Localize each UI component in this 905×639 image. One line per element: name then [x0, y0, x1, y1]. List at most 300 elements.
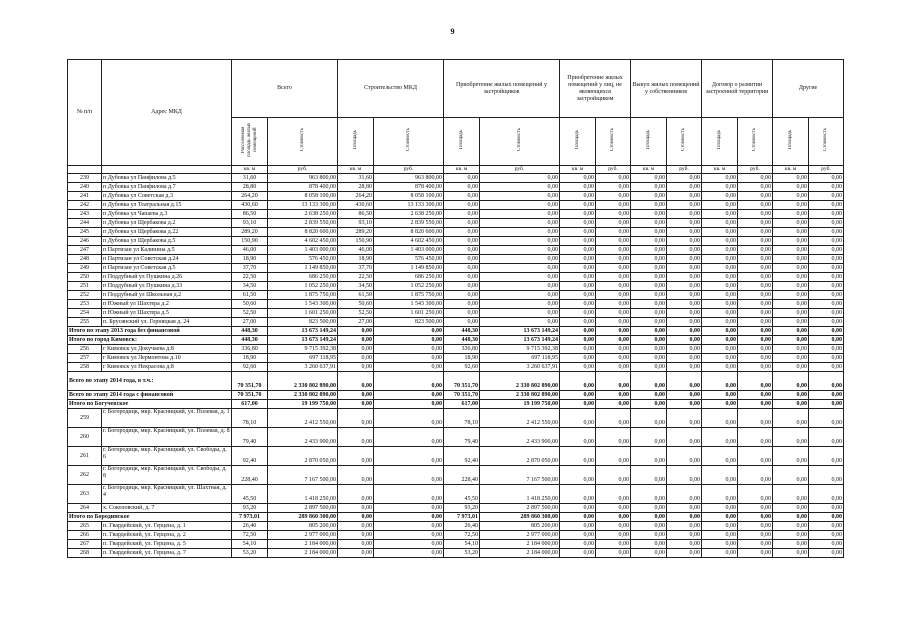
cell-value: 0,00 — [809, 246, 844, 255]
row-number: 262 — [68, 466, 102, 485]
cell-value: 0,00 — [560, 372, 596, 391]
cell-value: 2 184 000,00 — [268, 540, 338, 549]
cell-value: 37,70 — [232, 264, 268, 273]
cell-value: 823 500,00 — [268, 318, 338, 327]
table-row — [68, 345, 844, 354]
cell-value: 0,00 — [809, 192, 844, 201]
subheader-area: Площадь — [338, 118, 374, 166]
cell-value: 0,00 — [667, 504, 702, 513]
cell-value: 2 184 000,00 — [480, 549, 560, 558]
cell-value: 50,60 — [232, 300, 268, 309]
row-number: 261 — [68, 447, 102, 466]
cell-value: 0,00 — [738, 531, 773, 540]
cell-value: 1 875 750,00 — [374, 291, 444, 300]
cell-value: 0,00 — [596, 201, 631, 210]
total-label: Итого по город Кимовск: — [68, 336, 232, 345]
row-address: п Дубовка ул Панфилова д.7 — [102, 183, 232, 192]
cell-value: 0,00 — [374, 409, 444, 428]
cell-value: 1 601 250,00 — [374, 309, 444, 318]
cell-value: 0,00 — [773, 372, 809, 391]
cell-value: 0,00 — [596, 327, 631, 336]
cell-value: 22,50 — [232, 273, 268, 282]
cell-value: 0,00 — [631, 327, 667, 336]
table-row — [68, 409, 844, 428]
cell-value: 0,00 — [702, 354, 738, 363]
cell-value: 0,00 — [667, 336, 702, 345]
cell-value: 0,00 — [773, 183, 809, 192]
cell-value: 0,00 — [338, 327, 374, 336]
table-row — [68, 282, 844, 291]
cell-value: 54,10 — [444, 540, 480, 549]
subheader-resettled-area: Расселяемая площадь жилых помещений — [232, 118, 268, 166]
cell-value: 92,60 — [232, 363, 268, 372]
cell-value: 0,00 — [374, 400, 444, 409]
cell-value: 0,00 — [702, 300, 738, 309]
cell-value: 0,00 — [667, 228, 702, 237]
table-header — [68, 60, 844, 174]
cell-value: 0,00 — [738, 255, 773, 264]
cell-value: 7 973,01 — [444, 513, 480, 522]
cell-value: 37,70 — [338, 264, 374, 273]
cell-value: 0,00 — [560, 428, 596, 447]
cell-value: 0,00 — [560, 513, 596, 522]
cell-value: 0,00 — [374, 428, 444, 447]
cell-value: 0,00 — [702, 336, 738, 345]
cell-value: 228,40 — [444, 466, 480, 485]
cell-value: 0,00 — [809, 201, 844, 210]
cell-value: 2 870 050,00 — [268, 447, 338, 466]
cell-value: 13 673 149,24 — [480, 327, 560, 336]
subheader-area: Площадь — [702, 118, 738, 166]
unit-label: руб. — [268, 166, 338, 174]
cell-value: 0,00 — [667, 409, 702, 428]
subheader-area: Площадь — [444, 118, 480, 166]
cell-value: 46,00 — [232, 246, 268, 255]
cell-value: 448,30 — [232, 336, 268, 345]
row-address: п Дубовка ул Щербакова д.2 — [102, 219, 232, 228]
cell-value: 0,00 — [738, 354, 773, 363]
table-row — [68, 309, 844, 318]
cell-value: 0,00 — [338, 485, 374, 504]
total-row — [68, 400, 844, 409]
cell-value: 0,00 — [596, 255, 631, 264]
row-address: г. Богородицк, мкр. Красницкий, ул. Полевая, д. 8 — [102, 428, 232, 447]
cell-value: 0,00 — [374, 504, 444, 513]
cell-value: 0,00 — [702, 309, 738, 318]
cell-value: 86,50 — [232, 210, 268, 219]
header-group: Всего — [232, 60, 338, 118]
cell-value: 0,00 — [809, 282, 844, 291]
cell-value: 805 200,00 — [480, 522, 560, 531]
cell-value: 0,00 — [809, 540, 844, 549]
cell-value: 3 260 637,91 — [480, 363, 560, 372]
cell-value: 1 149 850,00 — [374, 264, 444, 273]
cell-value: 0,00 — [338, 354, 374, 363]
cell-value: 0,00 — [444, 228, 480, 237]
cell-value: 0,00 — [773, 400, 809, 409]
cell-value: 1 601 250,00 — [268, 309, 338, 318]
cell-value: 0,00 — [809, 391, 844, 400]
cell-value: 0,00 — [809, 228, 844, 237]
cell-value: 72,50 — [444, 531, 480, 540]
cell-value: 0,00 — [374, 549, 444, 558]
cell-value: 0,00 — [596, 228, 631, 237]
table-row — [68, 192, 844, 201]
cell-value: 78,10 — [232, 409, 268, 428]
cell-value: 0,00 — [702, 237, 738, 246]
cell-value: 4 602 450,00 — [268, 237, 338, 246]
cell-value: 1 403 000,00 — [268, 246, 338, 255]
cell-value: 0,00 — [596, 264, 631, 273]
cell-value: 0,00 — [631, 201, 667, 210]
unit-label: руб. — [480, 166, 560, 174]
cell-value: 0,00 — [702, 264, 738, 273]
cell-value: 0,00 — [596, 300, 631, 309]
total-label: Итого по этапу 2013 года без финансовой — [68, 327, 232, 336]
cell-value: 0,00 — [773, 246, 809, 255]
cell-value: 0,00 — [631, 531, 667, 540]
total-row — [68, 513, 844, 522]
cell-value: 0,00 — [667, 255, 702, 264]
row-address: п Дубовка ул Панфилова д.5 — [102, 174, 232, 183]
cell-value: 0,00 — [631, 400, 667, 409]
cell-value: 0,00 — [738, 466, 773, 485]
header-group: Приобретение жилых помещений у лиц, не являющихся застройщиком — [560, 60, 631, 118]
cell-value: 0,00 — [631, 210, 667, 219]
cell-value: 0,00 — [480, 318, 560, 327]
cell-value: 0,00 — [596, 466, 631, 485]
cell-value: 0,00 — [809, 409, 844, 428]
table-row — [68, 540, 844, 549]
cell-value: 0,00 — [338, 522, 374, 531]
table-row — [68, 300, 844, 309]
cell-value: 0,00 — [560, 531, 596, 540]
cell-value: 617,00 — [232, 400, 268, 409]
cell-value: 79,40 — [232, 428, 268, 447]
cell-value: 45,50 — [232, 485, 268, 504]
table-row — [68, 363, 844, 372]
cell-value: 0,00 — [444, 255, 480, 264]
row-address: п Дубовка ул Чапаева д.3 — [102, 210, 232, 219]
cell-value: 686 250,00 — [374, 273, 444, 282]
table-row — [68, 237, 844, 246]
cell-value: 0,00 — [631, 540, 667, 549]
cell-value: 3 260 637,91 — [268, 363, 338, 372]
cell-value: 1 543 300,00 — [374, 300, 444, 309]
row-number: 267 — [68, 540, 102, 549]
cell-value: 0,00 — [560, 336, 596, 345]
cell-value: 0,00 — [480, 228, 560, 237]
cell-value: 0,00 — [738, 174, 773, 183]
cell-value: 7 973,01 — [232, 513, 268, 522]
cell-value: 0,00 — [702, 466, 738, 485]
cell-value: 0,00 — [809, 522, 844, 531]
cell-value: 150,90 — [232, 237, 268, 246]
cell-value: 0,00 — [773, 447, 809, 466]
cell-value: 0,00 — [596, 540, 631, 549]
cell-value: 0,00 — [738, 428, 773, 447]
cell-value: 0,00 — [444, 246, 480, 255]
cell-value: 0,00 — [444, 264, 480, 273]
cell-value: 0,00 — [809, 504, 844, 513]
cell-value: 0,00 — [596, 183, 631, 192]
cell-value: 9 715 392,38 — [480, 345, 560, 354]
cell-value: 1 403 000,00 — [374, 246, 444, 255]
table-row — [68, 504, 844, 513]
cell-value: 0,00 — [667, 210, 702, 219]
cell-value: 0,00 — [738, 363, 773, 372]
cell-value: 697 118,95 — [268, 354, 338, 363]
header-address: Адрес МКД — [102, 60, 232, 166]
cell-value: 0,00 — [773, 466, 809, 485]
cell-value: 0,00 — [631, 504, 667, 513]
cell-value: 0,00 — [702, 327, 738, 336]
cell-value: 878 400,00 — [268, 183, 338, 192]
row-number: 259 — [68, 409, 102, 428]
row-address: п Южный ул Шахтера д.2 — [102, 300, 232, 309]
cell-value: 0,00 — [338, 409, 374, 428]
row-address: г Кимовск ул Некрасова д.8 — [102, 363, 232, 372]
row-address: п Поддубный ул Пушкина д.33 — [102, 282, 232, 291]
row-number: 239 — [68, 174, 102, 183]
cell-value: 18,90 — [444, 354, 480, 363]
table-row — [68, 183, 844, 192]
row-number: 246 — [68, 237, 102, 246]
cell-value: 0,00 — [667, 531, 702, 540]
cell-value: 576 450,00 — [374, 255, 444, 264]
cell-value: 1 418 250,00 — [480, 485, 560, 504]
cell-value: 0,00 — [773, 309, 809, 318]
cell-value: 0,00 — [338, 540, 374, 549]
subheader-area: Площадь — [560, 118, 596, 166]
cell-value: 0,00 — [809, 237, 844, 246]
cell-value: 26,40 — [232, 522, 268, 531]
cell-value: 0,00 — [560, 237, 596, 246]
table-row — [68, 210, 844, 219]
cell-value: 0,00 — [560, 291, 596, 300]
cell-value: 0,00 — [773, 428, 809, 447]
cell-value: 0,00 — [596, 409, 631, 428]
cell-value: 0,00 — [809, 210, 844, 219]
table-row — [68, 318, 844, 327]
cell-value: 0,00 — [773, 282, 809, 291]
cell-value: 0,00 — [374, 466, 444, 485]
cell-value: 54,10 — [232, 540, 268, 549]
row-number: 240 — [68, 183, 102, 192]
cell-value: 0,00 — [444, 300, 480, 309]
cell-value: 0,00 — [738, 219, 773, 228]
cell-value: 79,40 — [444, 428, 480, 447]
cell-value: 0,00 — [374, 391, 444, 400]
row-number: 241 — [68, 192, 102, 201]
cell-value: 1 149 850,00 — [268, 264, 338, 273]
subheader-area: Площадь — [773, 118, 809, 166]
cell-value: 0,00 — [702, 183, 738, 192]
cell-value: 0,00 — [631, 309, 667, 318]
cell-value: 1 875 750,00 — [268, 291, 338, 300]
cell-value: 0,00 — [480, 219, 560, 228]
cell-value: 13 133 300,00 — [374, 201, 444, 210]
table-row — [68, 428, 844, 447]
cell-value: 0,00 — [809, 318, 844, 327]
row-address: г Кимовск ул Докучаева д.8 — [102, 345, 232, 354]
table-row — [68, 264, 844, 273]
total-row — [68, 336, 844, 345]
cell-value: 0,00 — [773, 228, 809, 237]
cell-value: 0,00 — [631, 513, 667, 522]
cell-value: 0,00 — [444, 291, 480, 300]
cell-value: 0,00 — [596, 345, 631, 354]
row-number: 245 — [68, 228, 102, 237]
cell-value: 0,00 — [809, 255, 844, 264]
cell-value: 2 638 250,00 — [268, 210, 338, 219]
cell-value: 2 330 802 890,00 — [480, 372, 560, 391]
cell-value: 26,40 — [444, 522, 480, 531]
cell-value: 0,00 — [560, 354, 596, 363]
cell-value: 28,80 — [232, 183, 268, 192]
cell-value: 0,00 — [738, 300, 773, 309]
cell-value: 0,00 — [773, 531, 809, 540]
cell-value: 34,50 — [232, 282, 268, 291]
cell-value: 0,00 — [596, 174, 631, 183]
row-number: 263 — [68, 485, 102, 504]
cell-value: 0,00 — [631, 192, 667, 201]
cell-value: 0,00 — [667, 201, 702, 210]
cell-value: 13 673 149,24 — [268, 327, 338, 336]
total-label: Итого по Бородинское — [68, 513, 232, 522]
cell-value: 46,00 — [338, 246, 374, 255]
cell-value: 0,00 — [773, 504, 809, 513]
cell-value: 27,00 — [232, 318, 268, 327]
table-row — [68, 228, 844, 237]
cell-value: 0,00 — [809, 264, 844, 273]
header-num: № п/п — [68, 60, 102, 166]
cell-value: 0,00 — [667, 372, 702, 391]
row-address: п Поддубный ул Пушкина д.26 — [102, 273, 232, 282]
cell-value: 0,00 — [702, 318, 738, 327]
cell-value: 0,00 — [374, 363, 444, 372]
subheader-cost: Стоимость — [738, 118, 773, 166]
cell-value: 7 167 500,00 — [480, 466, 560, 485]
cell-value: 0,00 — [667, 345, 702, 354]
row-number: 247 — [68, 246, 102, 255]
cell-value: 0,00 — [809, 273, 844, 282]
cell-value: 0,00 — [596, 428, 631, 447]
cell-value: 0,00 — [738, 485, 773, 504]
cell-value: 0,00 — [809, 549, 844, 558]
cell-value: 0,00 — [338, 504, 374, 513]
subheader-cost: Стоимость — [596, 118, 631, 166]
table-row — [68, 549, 844, 558]
cell-value: 0,00 — [560, 540, 596, 549]
cell-value: 0,00 — [560, 264, 596, 273]
cell-value: 0,00 — [374, 345, 444, 354]
cell-value: 0,00 — [631, 219, 667, 228]
row-address: х. Соколовский, д. 7 — [102, 504, 232, 513]
row-address: п Партизан ул Калинина д.5 — [102, 246, 232, 255]
cell-value: 0,00 — [631, 354, 667, 363]
cell-value: 0,00 — [444, 237, 480, 246]
cell-value: 0,00 — [738, 391, 773, 400]
cell-value: 0,00 — [480, 237, 560, 246]
cell-value: 0,00 — [444, 219, 480, 228]
cell-value: 0,00 — [480, 309, 560, 318]
cell-value: 8 058 100,00 — [374, 192, 444, 201]
cell-value: 0,00 — [596, 246, 631, 255]
cell-value: 0,00 — [596, 336, 631, 345]
cell-value: 0,00 — [773, 264, 809, 273]
cell-value: 0,00 — [560, 255, 596, 264]
cell-value: 0,00 — [809, 291, 844, 300]
cell-value: 0,00 — [667, 549, 702, 558]
row-number: 244 — [68, 219, 102, 228]
cell-value: 0,00 — [667, 400, 702, 409]
cell-value: 0,00 — [738, 192, 773, 201]
total-row — [68, 327, 844, 336]
table-row — [68, 291, 844, 300]
cell-value: 0,00 — [560, 174, 596, 183]
table-row — [68, 201, 844, 210]
cell-value: 28,80 — [338, 183, 374, 192]
cell-value: 0,00 — [809, 309, 844, 318]
cell-value: 0,00 — [596, 210, 631, 219]
row-address: п Поддубный ул Школьная д.2 — [102, 291, 232, 300]
row-number: 266 — [68, 531, 102, 540]
row-number: 268 — [68, 549, 102, 558]
cell-value: 70 351,70 — [232, 391, 268, 400]
units-empty — [102, 166, 232, 174]
row-address: п. Гвардейский, ул. Герцена, д. 7 — [102, 549, 232, 558]
cell-value: 70 351,70 — [444, 372, 480, 391]
cell-value: 0,00 — [338, 466, 374, 485]
cell-value: 0,00 — [702, 428, 738, 447]
cell-value: 0,00 — [480, 183, 560, 192]
row-address: п Дубовка ул Щербакова д.22 — [102, 228, 232, 237]
cell-value: 0,00 — [338, 428, 374, 447]
cell-value: 0,00 — [809, 300, 844, 309]
cell-value: 0,00 — [773, 273, 809, 282]
cell-value: 53,20 — [444, 549, 480, 558]
cell-value: 0,00 — [444, 282, 480, 291]
cell-value: 0,00 — [773, 391, 809, 400]
table-row — [68, 485, 844, 504]
subheader-cost: Стоимость — [809, 118, 844, 166]
cell-value: 0,00 — [374, 372, 444, 391]
cell-value: 0,00 — [667, 291, 702, 300]
cell-value: 0,00 — [596, 363, 631, 372]
cell-value: 0,00 — [374, 531, 444, 540]
row-number: 264 — [68, 504, 102, 513]
cell-value: 0,00 — [444, 174, 480, 183]
cell-value: 0,00 — [480, 174, 560, 183]
cell-value: 53,20 — [232, 549, 268, 558]
cell-value: 0,00 — [596, 447, 631, 466]
unit-label: кв. м — [560, 166, 596, 174]
cell-value: 0,00 — [560, 282, 596, 291]
cell-value: 0,00 — [631, 174, 667, 183]
cell-value: 0,00 — [596, 219, 631, 228]
cell-value: 0,00 — [773, 237, 809, 246]
cell-value: 72,50 — [232, 531, 268, 540]
cell-value: 0,00 — [560, 549, 596, 558]
cell-value: 0,00 — [738, 327, 773, 336]
cell-value: 0,00 — [809, 485, 844, 504]
cell-value: 0,00 — [738, 264, 773, 273]
cell-value: 289,20 — [232, 228, 268, 237]
cell-value: 13 133 300,00 — [268, 201, 338, 210]
cell-value: 2 184 000,00 — [480, 540, 560, 549]
cell-value: 0,00 — [374, 336, 444, 345]
